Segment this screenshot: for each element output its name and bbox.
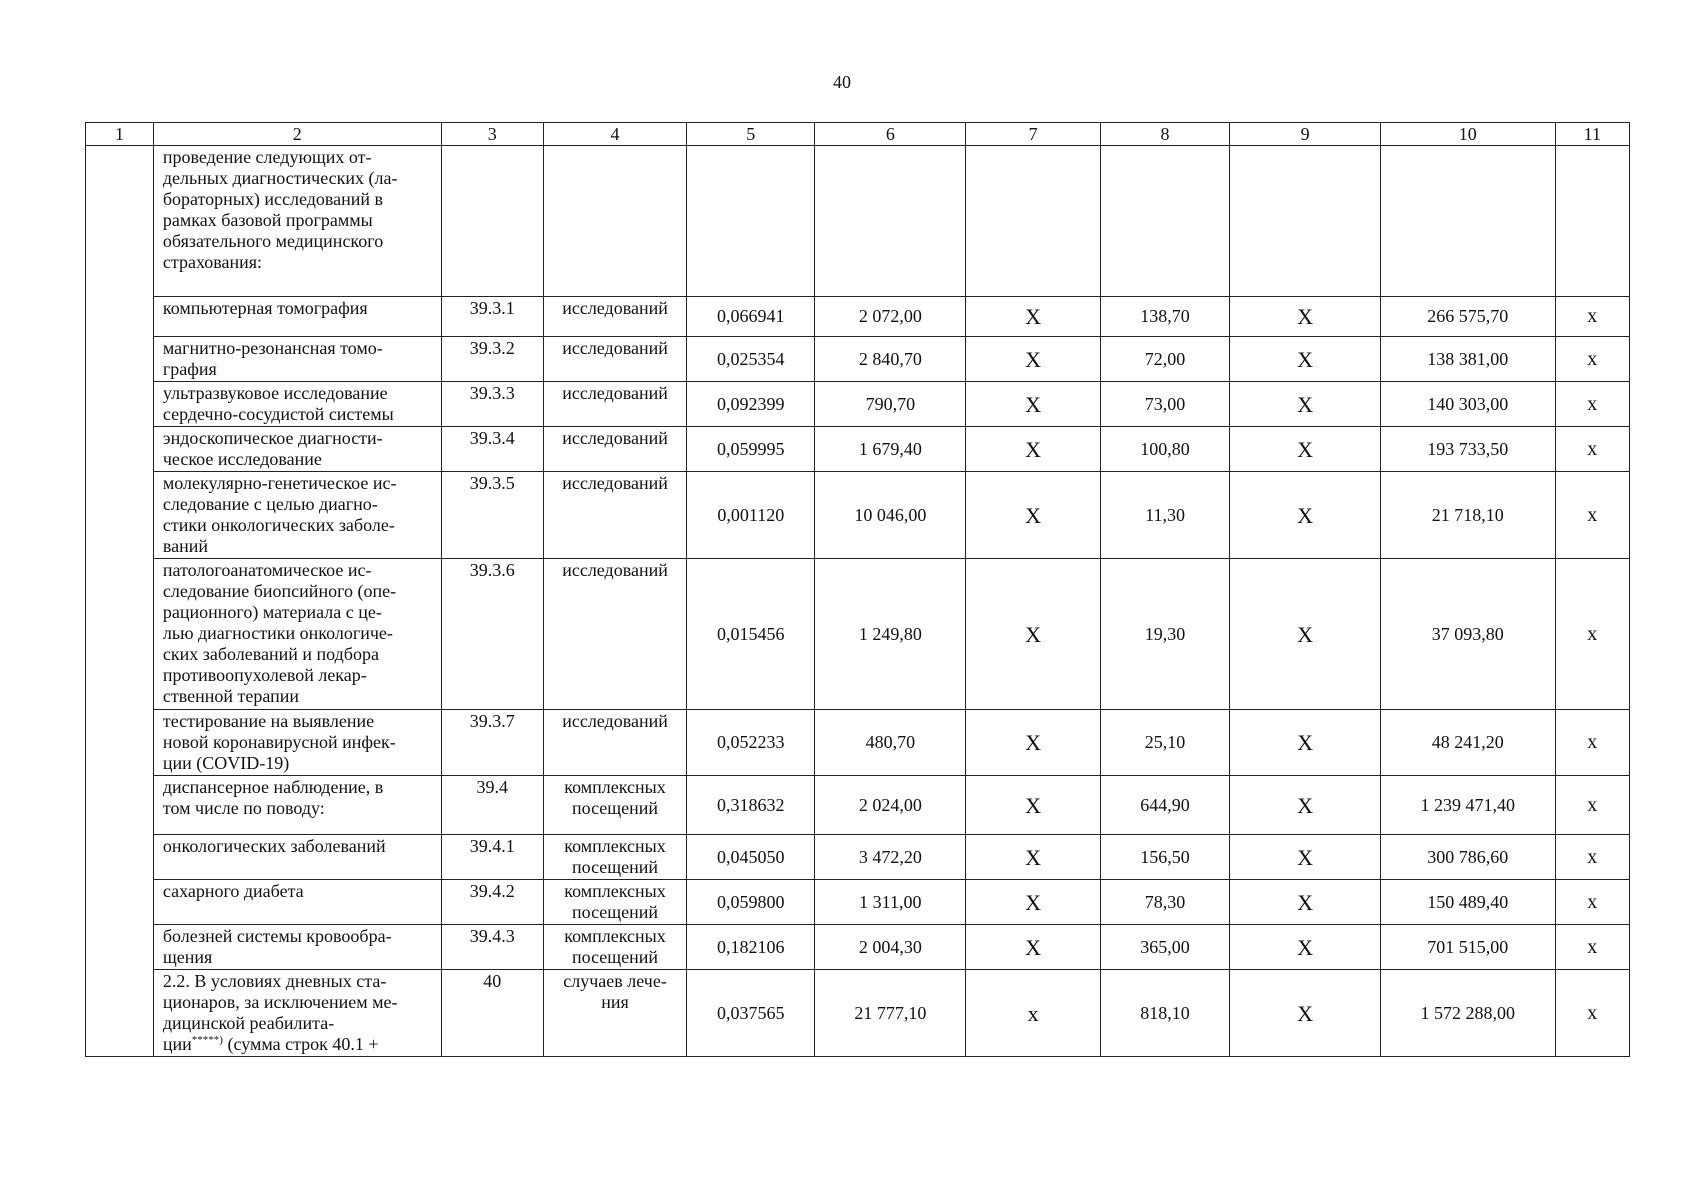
column-header-7: 7 — [966, 123, 1101, 146]
cell-col-9: X — [1230, 835, 1381, 880]
column-header-10: 10 — [1381, 123, 1556, 146]
cell-col-9: X — [1230, 776, 1381, 835]
cell-col-10 — [1381, 146, 1556, 297]
row-name: сахарного диабета — [153, 880, 441, 925]
row-unit: исследований — [543, 559, 686, 710]
column-header-1: 1 — [86, 123, 154, 146]
cell-col-8: 100,80 — [1100, 427, 1229, 472]
cell-col-5: 0,025354 — [687, 337, 815, 382]
cell-col-6: 2 840,70 — [815, 337, 966, 382]
cell-col-6: 2 024,00 — [815, 776, 966, 835]
cell-col-6: 21 777,10 — [815, 970, 966, 1057]
cell-col-7: X — [966, 297, 1101, 337]
cell-col-10: 1 572 288,00 — [1381, 970, 1556, 1057]
cell-col-9: X — [1230, 710, 1381, 776]
data-table — [85, 122, 1630, 1057]
cell-col-5: 0,092399 — [687, 382, 815, 427]
header-row — [86, 123, 1630, 146]
cell-col-7: x — [966, 970, 1101, 1057]
table-row — [86, 297, 1630, 337]
row-name: проведение следующих от- дельных диагностических (ла- бораторных) исследований в рамках базовой программы обязательного медицинского страхования: — [153, 146, 441, 297]
page-number: 40 — [833, 72, 851, 92]
row-code: 39.3.7 — [441, 710, 543, 776]
cell-col-11: x — [1555, 297, 1629, 337]
row-name: диспансерное наблюдение, в том числе по поводу: — [153, 776, 441, 835]
row-unit: исследований — [543, 297, 686, 337]
row-unit — [543, 146, 686, 297]
cell-col-7: X — [966, 427, 1101, 472]
cell-col-8 — [1100, 146, 1229, 297]
row-code — [441, 146, 543, 297]
cell-col-10: 37 093,80 — [1381, 559, 1556, 710]
row-code: 39.4 — [441, 776, 543, 835]
row-unit: исследований — [543, 337, 686, 382]
row-name: тестирование на выявление новой коронавирусной инфек- ции (COVID-19) — [153, 710, 441, 776]
row-code: 40 — [441, 970, 543, 1057]
cell-col-5 — [687, 146, 815, 297]
footnote-marker: *****) — [191, 1034, 223, 1046]
cell-col-8: 644,90 — [1100, 776, 1229, 835]
cell-col-10: 1 239 471,40 — [1381, 776, 1556, 835]
table-row — [86, 382, 1630, 427]
cell-col-5: 0,045050 — [687, 835, 815, 880]
cell-col-10: 140 303,00 — [1381, 382, 1556, 427]
row-name: магнитно-резонансная томо- графия — [153, 337, 441, 382]
row-unit: исследований — [543, 382, 686, 427]
cell-col-11 — [1555, 146, 1629, 297]
cell-col-5: 0,059800 — [687, 880, 815, 925]
cell-col-6: 1 679,40 — [815, 427, 966, 472]
cell-col-5: 0,066941 — [687, 297, 815, 337]
cell-col-9: X — [1230, 559, 1381, 710]
cell-col-7 — [966, 146, 1101, 297]
row-code: 39.4.1 — [441, 835, 543, 880]
column-header-2: 2 — [153, 123, 441, 146]
row-unit: комплексных посещений — [543, 925, 686, 970]
row-unit: исследований — [543, 710, 686, 776]
cell-col-11: x — [1555, 970, 1629, 1057]
column-header-11: 11 — [1555, 123, 1629, 146]
column-header-5: 5 — [687, 123, 815, 146]
table-row — [86, 880, 1630, 925]
cell-col-6: 2 072,00 — [815, 297, 966, 337]
row-code: 39.3.5 — [441, 472, 543, 559]
cell-col-9: X — [1230, 925, 1381, 970]
cell-col-10: 48 241,20 — [1381, 710, 1556, 776]
cell-col-9: X — [1230, 427, 1381, 472]
table-row — [86, 925, 1630, 970]
row-unit: комплексных посещений — [543, 835, 686, 880]
cell-col-6: 790,70 — [815, 382, 966, 427]
row-name: молекулярно-генетическое ис- следование с целью диагно- стики онкологических заболе- ваний — [153, 472, 441, 559]
table-row — [86, 337, 1630, 382]
cell-col-5: 0,059995 — [687, 427, 815, 472]
cell-col-8: 72,00 — [1100, 337, 1229, 382]
cell-col-6: 1 311,00 — [815, 880, 966, 925]
cell-col-6: 1 249,80 — [815, 559, 966, 710]
cell-col-10: 138 381,00 — [1381, 337, 1556, 382]
cell-col-7: X — [966, 337, 1101, 382]
row-unit: случаев лече- ния — [543, 970, 686, 1057]
row-name: компьютерная томография — [153, 297, 441, 337]
column-header-9: 9 — [1230, 123, 1381, 146]
cell-col-5: 0,001120 — [687, 472, 815, 559]
cell-col-7: X — [966, 710, 1101, 776]
cell-col-11: x — [1555, 880, 1629, 925]
cell-col-10: 21 718,10 — [1381, 472, 1556, 559]
row-unit: комплексных посещений — [543, 880, 686, 925]
row-code: 39.3.2 — [441, 337, 543, 382]
column-header-4: 4 — [543, 123, 686, 146]
cell-col-8: 78,30 — [1100, 880, 1229, 925]
row-name: онкологических заболеваний — [153, 835, 441, 880]
cell-col-5: 0,037565 — [687, 970, 815, 1057]
cell-col-9 — [1230, 146, 1381, 297]
cell-col-9: X — [1230, 472, 1381, 559]
table-row — [86, 710, 1630, 776]
cell-col-7: X — [966, 559, 1101, 710]
cell-col-6: 3 472,20 — [815, 835, 966, 880]
cell-col-8: 25,10 — [1100, 710, 1229, 776]
row-name-text: 2.2. В условиях дневных ста- ционаров, за исключением ме- дицинской реабилита- ции — [162, 971, 398, 1054]
cell-col-10: 266 575,70 — [1381, 297, 1556, 337]
row-unit: исследований — [543, 427, 686, 472]
cell-col-11: x — [1555, 710, 1629, 776]
cell-col-6: 480,70 — [815, 710, 966, 776]
table-row — [86, 776, 1630, 835]
cell-col-6: 2 004,30 — [815, 925, 966, 970]
cell-col-11: x — [1555, 472, 1629, 559]
cell-col-9: X — [1230, 880, 1381, 925]
cell-col-5: 0,015456 — [687, 559, 815, 710]
table-row — [86, 427, 1630, 472]
cell-col-10: 150 489,40 — [1381, 880, 1556, 925]
row-unit: комплексных посещений — [543, 776, 686, 835]
cell-col-11: x — [1555, 925, 1629, 970]
cell-col-10: 193 733,50 — [1381, 427, 1556, 472]
cell-col-9: X — [1230, 382, 1381, 427]
cell-col-7: X — [966, 382, 1101, 427]
cell-col-10: 300 786,60 — [1381, 835, 1556, 880]
row-name: ультразвуковое исследование сердечно-сосудистой системы — [153, 382, 441, 427]
cell-col-8: 365,00 — [1100, 925, 1229, 970]
cell-col-9: X — [1230, 337, 1381, 382]
row-unit: исследований — [543, 472, 686, 559]
cell-col-9: X — [1230, 970, 1381, 1057]
cell-col-8: 138,70 — [1100, 297, 1229, 337]
cell-col-10: 701 515,00 — [1381, 925, 1556, 970]
row-code: 39.3.6 — [441, 559, 543, 710]
row-code: 39.3.4 — [441, 427, 543, 472]
row-name: патологоанатомическое ис- следование биопсийного (опе- рационного) материала с це- лью диагностики онкологиче- ских заболеваний и подбора противоопухолевой лекар- ственной терапии — [153, 559, 441, 710]
cell-col-7: X — [966, 835, 1101, 880]
cell-col-8: 73,00 — [1100, 382, 1229, 427]
cell-col-7: X — [966, 925, 1101, 970]
cell-col-11: x — [1555, 559, 1629, 710]
cell-col-5: 0,052233 — [687, 710, 815, 776]
row-code: 39.4.2 — [441, 880, 543, 925]
cell-col-11: x — [1555, 427, 1629, 472]
row-code: 39.3.1 — [441, 297, 543, 337]
column-header-6: 6 — [815, 123, 966, 146]
cell-col-6 — [815, 146, 966, 297]
cell-col-5: 0,182106 — [687, 925, 815, 970]
row-code: 39.3.3 — [441, 382, 543, 427]
table-body — [86, 123, 1630, 1057]
cell-col-7: X — [966, 472, 1101, 559]
row-number-cell — [86, 146, 154, 1057]
table-row — [86, 472, 1630, 559]
cell-col-8: 818,10 — [1100, 970, 1229, 1057]
row-code: 39.4.3 — [441, 925, 543, 970]
cell-col-9: X — [1230, 297, 1381, 337]
table-row — [86, 146, 1630, 297]
cell-col-6: 10 046,00 — [815, 472, 966, 559]
table-row — [86, 835, 1630, 880]
table-row — [86, 559, 1630, 710]
cell-col-7: X — [966, 880, 1101, 925]
row-name: болезней системы кровообра- щения — [153, 925, 441, 970]
table-row — [86, 970, 1630, 1057]
row-name-tail: (сумма строк 40.1 + — [222, 1034, 379, 1054]
cell-col-8: 19,30 — [1100, 559, 1229, 710]
column-header-3: 3 — [441, 123, 543, 146]
cell-col-11: x — [1555, 382, 1629, 427]
cell-col-8: 156,50 — [1100, 835, 1229, 880]
cell-col-8: 11,30 — [1100, 472, 1229, 559]
row-name: эндоскопическое диагности- ческое исследование — [153, 427, 441, 472]
cell-col-11: x — [1555, 776, 1629, 835]
column-header-8: 8 — [1100, 123, 1229, 146]
cell-col-7: X — [966, 776, 1101, 835]
row-name — [153, 970, 441, 1057]
cell-col-5: 0,318632 — [687, 776, 815, 835]
cell-col-11: x — [1555, 337, 1629, 382]
cell-col-11: x — [1555, 835, 1629, 880]
